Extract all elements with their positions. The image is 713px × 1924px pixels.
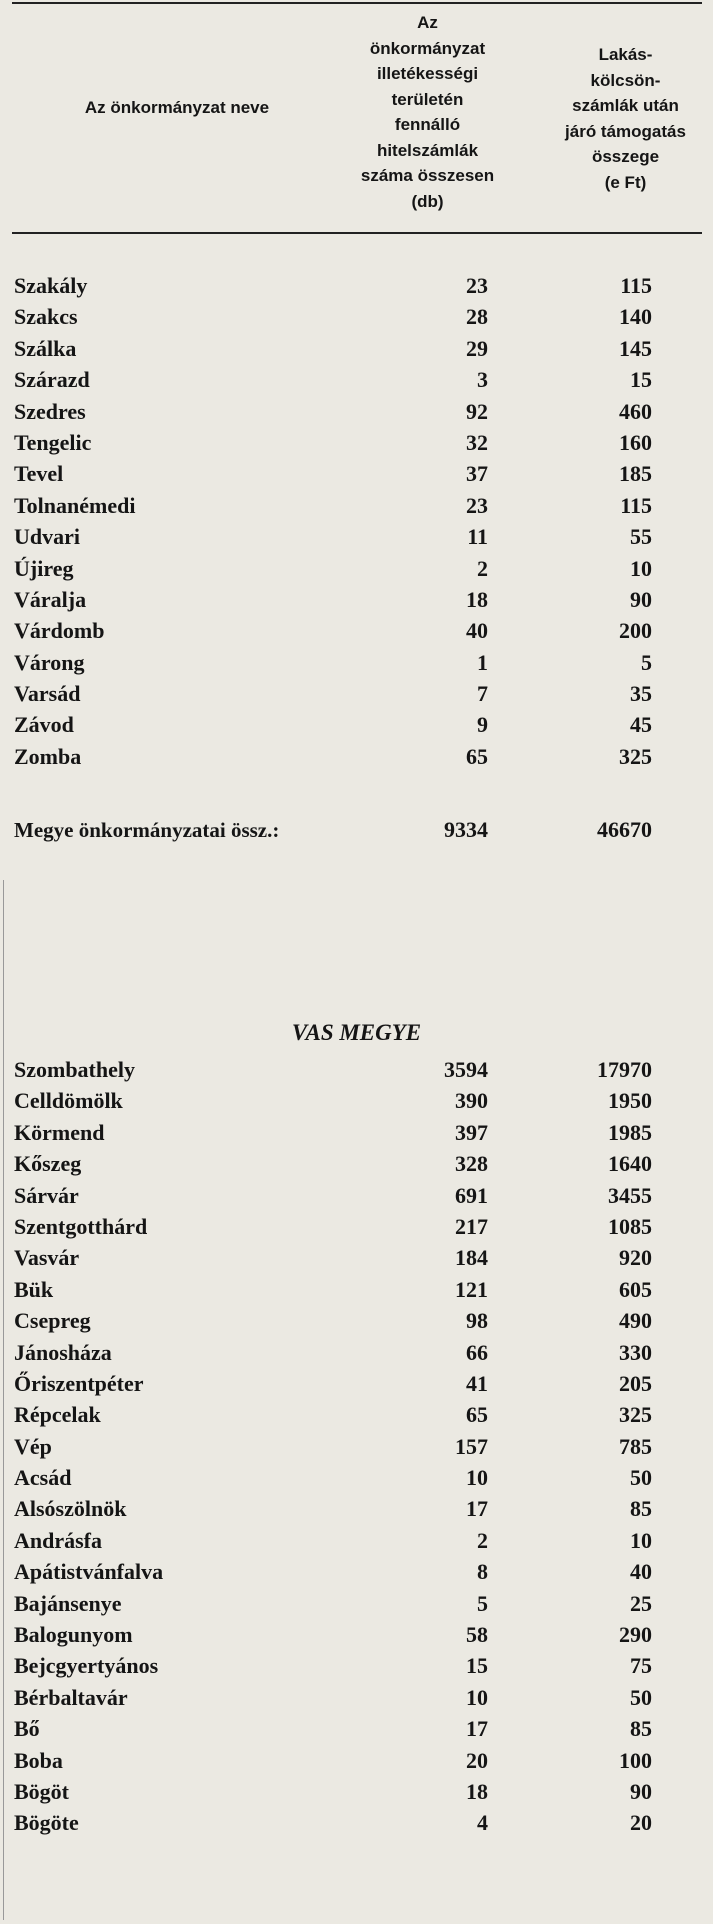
municipality-name: Várdomb: [14, 618, 105, 644]
header-count-column: [345, 10, 510, 214]
municipality-name: Vasvár: [14, 1245, 80, 1271]
table-row: [0, 1619, 713, 1650]
table-row: [0, 1493, 713, 1524]
support-amount: 90: [630, 586, 652, 612]
municipality-name: Acsád: [14, 1465, 72, 1491]
header-line: járó támogatás: [565, 121, 686, 141]
account-count: 2: [477, 1527, 488, 1553]
support-amount: 330: [619, 1339, 652, 1365]
account-count: 3594: [444, 1057, 488, 1082]
account-count: 10: [466, 1684, 488, 1710]
account-count: 157: [455, 1433, 488, 1459]
municipality-name: Szakcs: [14, 304, 78, 330]
municipality-name: Kőszeg: [14, 1151, 82, 1177]
support-amount: 115: [620, 492, 652, 518]
account-count: 28: [466, 304, 488, 330]
support-amount: 50: [630, 1465, 652, 1491]
account-count: 29: [466, 335, 488, 361]
municipality-name: Závod: [14, 712, 74, 738]
account-count: 8: [477, 1559, 488, 1585]
table-row: [0, 1745, 713, 1776]
support-amount: 15: [630, 367, 652, 393]
table-row: [0, 490, 713, 521]
municipality-name: Alsószölnök: [14, 1496, 127, 1522]
municipality-name: Bérbaltavár: [14, 1684, 128, 1710]
table-row: [0, 584, 713, 615]
header-line: önkormányzat: [369, 38, 486, 58]
support-amount: 145: [619, 335, 652, 361]
table-row: [0, 1148, 713, 1179]
municipality-name: Apátistvánfalva: [14, 1559, 164, 1585]
support-amount: 75: [630, 1653, 652, 1679]
municipality-name: Tengelic: [14, 429, 92, 455]
support-amount: 10: [630, 555, 652, 581]
municipality-name: Jánosháza: [14, 1339, 112, 1365]
table-row: [0, 1807, 713, 1838]
support-amount: 35: [630, 681, 652, 707]
account-count: 65: [466, 1402, 488, 1428]
support-amount: 115: [620, 273, 652, 298]
table-row: [0, 521, 713, 552]
table-row: [0, 270, 713, 301]
section2-table: [0, 1054, 713, 1839]
support-amount: 25: [630, 1590, 652, 1616]
municipality-name: Bajánsenye: [14, 1590, 122, 1616]
municipality-name: Szentgotthárd: [14, 1213, 148, 1239]
support-amount: 85: [630, 1496, 652, 1522]
municipality-name: Zomba: [14, 743, 82, 769]
account-count: 23: [466, 492, 488, 518]
support-amount: 325: [619, 743, 652, 769]
support-amount: 185: [619, 461, 652, 487]
account-count: 184: [455, 1245, 488, 1271]
support-amount: 3455: [608, 1182, 652, 1208]
table-row: [0, 1242, 713, 1273]
municipality-name: Celldömölk: [14, 1088, 123, 1114]
header-line: fennálló: [394, 115, 461, 134]
account-count: 5: [477, 1590, 488, 1616]
account-count: 66: [466, 1339, 488, 1365]
account-count: 691: [455, 1182, 488, 1208]
table-row: [0, 1588, 713, 1619]
support-amount: 40: [630, 1559, 652, 1585]
table-row: [0, 1431, 713, 1462]
support-amount: 140: [619, 304, 652, 330]
account-count: 40: [466, 618, 488, 644]
account-count: 37: [466, 461, 488, 487]
account-count: 41: [466, 1370, 488, 1396]
table-row: [0, 1650, 713, 1681]
table-row: [0, 1180, 713, 1211]
table-row: [0, 1556, 713, 1587]
table-row: [0, 364, 713, 395]
account-count: 7: [477, 681, 488, 707]
account-count: 217: [455, 1213, 488, 1239]
table-row: [0, 458, 713, 489]
support-amount: 1640: [608, 1151, 652, 1177]
account-count: 23: [466, 273, 488, 298]
municipality-name: Őriszentpéter: [14, 1370, 144, 1396]
table-row: [0, 1337, 713, 1368]
support-amount: 160: [619, 429, 652, 455]
table-row: [0, 1462, 713, 1493]
table-row: [0, 1399, 713, 1430]
account-count: 4: [477, 1810, 488, 1836]
municipality-name: Sárvár: [14, 1182, 79, 1208]
header-line: hitelszámlák: [376, 140, 479, 160]
account-count: 3: [477, 367, 488, 393]
municipality-name: Váralja: [14, 586, 87, 612]
support-amount: 50: [630, 1684, 652, 1710]
table-row: [0, 553, 713, 584]
account-count: 328: [455, 1151, 488, 1177]
support-amount: 290: [619, 1622, 652, 1648]
support-amount: 200: [619, 618, 652, 644]
table-row: [0, 1305, 713, 1336]
support-amount: 325: [619, 1402, 652, 1428]
support-amount: 920: [619, 1245, 652, 1271]
account-count: 92: [466, 398, 488, 424]
account-count: 20: [466, 1747, 488, 1773]
header-line: összege: [591, 147, 660, 166]
account-count: 11: [467, 524, 488, 550]
account-count: 17: [466, 1716, 488, 1742]
municipality-name: Balogunyom: [14, 1622, 133, 1648]
support-amount: 785: [619, 1433, 652, 1459]
support-amount: 90: [630, 1778, 652, 1804]
municipality-name: Szakály: [14, 273, 88, 298]
section1-table: [0, 270, 713, 772]
account-count: 2: [477, 555, 488, 581]
total-count: 9334: [444, 817, 488, 842]
municipality-name: Répcelak: [14, 1402, 101, 1428]
support-amount: 1985: [608, 1119, 652, 1145]
account-count: 397: [455, 1119, 488, 1145]
municipality-name: Várong: [14, 649, 85, 675]
municipality-name: Varsád: [14, 681, 81, 707]
header-line: kölcsön-: [590, 70, 661, 90]
total-amount: 46670: [597, 817, 652, 842]
support-amount: 100: [619, 1747, 652, 1773]
header-line: illetékességi: [376, 64, 479, 83]
table-row: [0, 427, 713, 458]
support-amount: 1950: [608, 1088, 652, 1114]
support-amount: 205: [619, 1370, 652, 1396]
account-count: 58: [466, 1622, 488, 1648]
account-count: 9: [477, 712, 488, 738]
support-amount: 85: [630, 1716, 652, 1742]
support-amount: 55: [630, 524, 652, 550]
municipality-name: Andrásfa: [14, 1527, 103, 1553]
table-row: [0, 1368, 713, 1399]
table-row: [0, 741, 713, 772]
table-row: [0, 615, 713, 646]
municipality-name: Tolnanémedi: [14, 492, 136, 518]
account-count: 32: [466, 429, 488, 455]
table-row: [0, 396, 713, 427]
support-amount: 1085: [608, 1213, 652, 1239]
support-amount: 605: [619, 1276, 652, 1302]
table-row: [0, 709, 713, 740]
header-bottom-rule: [12, 232, 702, 234]
header-line: Az: [417, 13, 438, 32]
municipality-name: Vép: [14, 1433, 52, 1459]
header-amount-column: [548, 42, 703, 195]
municipality-name: Tevel: [14, 461, 64, 487]
table-row: [0, 678, 713, 709]
municipality-name: Bögöte: [14, 1810, 79, 1836]
support-amount: 10: [630, 1527, 652, 1553]
table-row: [0, 1525, 713, 1556]
support-amount: 17970: [597, 1057, 652, 1082]
table-row: [0, 301, 713, 332]
header-line: számlák után: [572, 96, 679, 115]
header-line: száma összesen: [360, 166, 495, 185]
table-row: [0, 1117, 713, 1148]
header-top-rule: [12, 2, 702, 4]
support-amount: 460: [619, 398, 652, 424]
municipality-name: Boba: [14, 1747, 63, 1773]
table-row: [0, 1211, 713, 1242]
table-row: [0, 1713, 713, 1744]
account-count: 121: [455, 1276, 488, 1302]
account-count: 17: [466, 1496, 488, 1522]
county-total-row: [0, 814, 713, 846]
municipality-name: Körmend: [14, 1119, 105, 1145]
table-row: [0, 1682, 713, 1713]
municipality-name: Bejcgyertyános: [14, 1653, 159, 1679]
account-count: 98: [466, 1308, 488, 1334]
account-count: 18: [466, 586, 488, 612]
table-row: [0, 647, 713, 678]
municipality-name: Bő: [14, 1716, 40, 1742]
municipality-name: Bük: [14, 1276, 54, 1302]
support-amount: 45: [630, 712, 652, 738]
account-count: 10: [466, 1465, 488, 1491]
municipality-name: Szálka: [14, 335, 77, 361]
municipality-name: Udvari: [14, 524, 80, 550]
table-row: [0, 1054, 713, 1085]
account-count: 15: [466, 1653, 488, 1679]
table-row: [0, 333, 713, 364]
municipality-name: Csepreg: [14, 1308, 91, 1334]
municipality-name: Szárazd: [14, 367, 90, 393]
municipality-name: Bögöt: [14, 1778, 69, 1804]
municipality-name: Újireg: [14, 555, 74, 581]
account-count: 390: [455, 1088, 488, 1114]
table-row: [0, 1085, 713, 1116]
section-title-vas-megye: VAS MEGYE: [291, 1020, 422, 1045]
table-row: [0, 1776, 713, 1807]
header-name-column: Az önkormányzat neve: [84, 98, 270, 117]
municipality-name: Szedres: [14, 398, 86, 424]
support-amount: 20: [630, 1810, 652, 1836]
municipality-name: Szombathely: [14, 1057, 135, 1082]
header-line: területén: [391, 89, 464, 109]
total-label: Megye önkormányzatai össz.:: [14, 818, 280, 842]
header-line: (e Ft): [604, 172, 647, 192]
account-count: 18: [466, 1778, 488, 1804]
account-count: 65: [466, 743, 488, 769]
header-line: Lakás-: [598, 45, 653, 64]
support-amount: 490: [619, 1308, 652, 1334]
account-count: 1: [477, 649, 488, 675]
table-row: [0, 1274, 713, 1305]
header-line: (db): [411, 191, 444, 211]
support-amount: 5: [641, 649, 652, 675]
